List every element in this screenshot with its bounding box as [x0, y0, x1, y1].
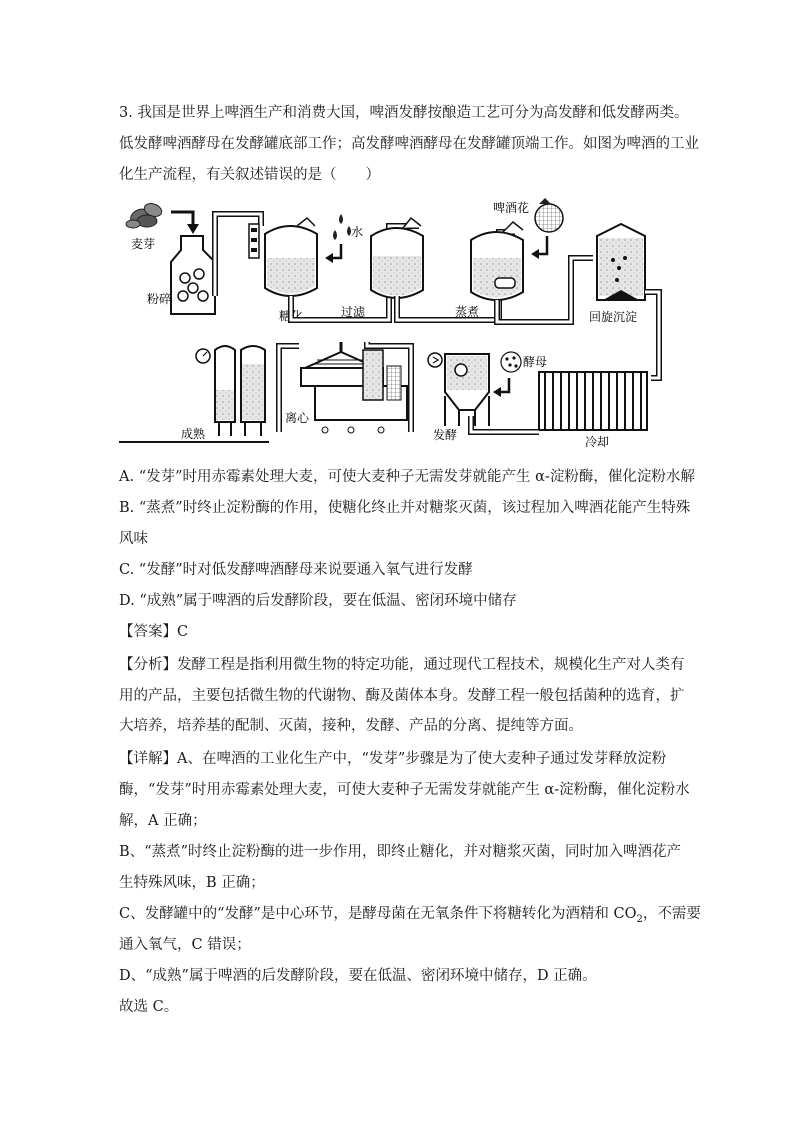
- cooler: [539, 372, 647, 430]
- detail-line-1: 【详解】A、在啤酒的工业化生产中，“发芽”步骤是为了使大麦种子通过发芽释放淀粉: [119, 751, 667, 767]
- label-guolv: 过滤: [341, 305, 366, 319]
- label-maiya: 麦芽: [131, 237, 156, 251]
- label-jiaomu: 酵母: [523, 355, 548, 369]
- beer-production-diagram: [119, 196, 679, 454]
- detail-line-6-tail: ，不需要: [642, 906, 701, 922]
- label-lengque: 冷却: [585, 435, 610, 449]
- analysis-line-2: 用的产品，主要包括微生物的代谢物、酶及菌体本身。发酵工程一般包括菌种的选育，扩: [119, 688, 685, 704]
- gauge-icon: [428, 353, 442, 367]
- detail-line-6: [119, 904, 701, 930]
- option-c: C. “发酵”时对低发酵啤酒酵母来说要通入氧气进行发酵: [119, 562, 473, 578]
- detail-line-7: 通入氧气，C 错误；: [119, 937, 251, 953]
- detail-line-3: 解，A 正确；: [119, 813, 207, 829]
- option-b-line-1: B. “蒸煮”时终止淀粉酶的作用，使糖化终止并对糖浆灭菌，该过程加入啤酒花能产生特殊: [119, 500, 691, 516]
- label-chengshu: 成熟: [181, 427, 206, 441]
- label-shui: 水: [351, 225, 364, 239]
- analysis-line-3: 大培养，培养基的配制、灭菌，接种，发酵、产品的分离、提纯等方面。: [119, 718, 583, 734]
- detail-line-2: 酶，“发芽”时用赤霉素处理大麦，可使大麦种子无需发芽就能产生 α-淀粉酶，催化淀粉水: [119, 782, 690, 798]
- filter-tank: [371, 218, 423, 298]
- detail-line-9: 故选 C。: [119, 999, 179, 1015]
- grinder-icon: [171, 236, 215, 314]
- yeast-icon: [501, 352, 521, 372]
- whirlpool-tank: [597, 224, 645, 300]
- answer: 【答案】C: [119, 624, 189, 640]
- question-line-1: 3. 我国是世界上啤酒生产和消费大国，啤酒发酵按酿造工艺可分为高发酵和低发酵两类。: [119, 105, 689, 121]
- arrow-head-icon: [187, 224, 199, 234]
- detail-line-8: D、“成熟”属于啤酒的后发酵阶段，要在低温、密闭环境中储存，D 正确。: [119, 968, 597, 984]
- hops-icon: [535, 198, 563, 232]
- co2-subscript: 2: [636, 913, 643, 925]
- fermenter-tank: [428, 353, 489, 426]
- question-line-3: 化生产流程，有关叙述错误的是（ ）: [119, 167, 380, 183]
- water-drops-icon: [333, 214, 351, 240]
- mash-tank: [265, 218, 317, 296]
- option-b-line-2: 风味: [119, 531, 148, 547]
- detail-line-4: B、“蒸煮”时终止淀粉酶的进一步作用，即终止糖化，并对糖浆灭菌，同时加入啤酒花产: [119, 844, 681, 860]
- malt-icon: [126, 201, 164, 228]
- label-fensui: 粉碎: [147, 292, 172, 306]
- option-a: A. “发芽”时用赤霉素处理大麦，可使大麦种子无需发芽就能产生 α-淀粉酶，催化淀粉水解: [119, 469, 695, 485]
- detail-line-6-text: C、发酵罐中的“发酵”是中心环节，是酵母菌在无氧条件下将糖转化为酒精和 CO: [119, 906, 637, 922]
- detail-line-5: 生特殊风味，B 正确；: [119, 875, 265, 891]
- label-tanghua: 糖化: [279, 309, 304, 323]
- boil-tank: [471, 222, 523, 300]
- label-zhengzhu: 蒸煮: [455, 305, 480, 319]
- label-lixin: 离心: [285, 411, 310, 425]
- arrow-icon: [171, 212, 193, 226]
- question-line-2: 低发酵啤酒酵母在发酵罐底部工作；高发酵啤酒酵母在发酵罐顶端工作。如图为啤酒的工业: [119, 136, 699, 152]
- label-huixuan: 回旋沉淀: [589, 310, 638, 324]
- label-fajiao: 发酵: [433, 428, 458, 442]
- analysis-line-1: 【分析】发酵工程是指利用微生物的特定功能，通过现代工程技术，规模化生产对人类有: [119, 657, 685, 673]
- label-pijiuhua: 啤酒花: [493, 201, 530, 215]
- centrifuge: [301, 342, 407, 433]
- option-d: D. “成熟”属于啤酒的后发酵阶段，要在低温、密闭环境中储存: [119, 593, 517, 609]
- maturation-tanks: [196, 346, 265, 436]
